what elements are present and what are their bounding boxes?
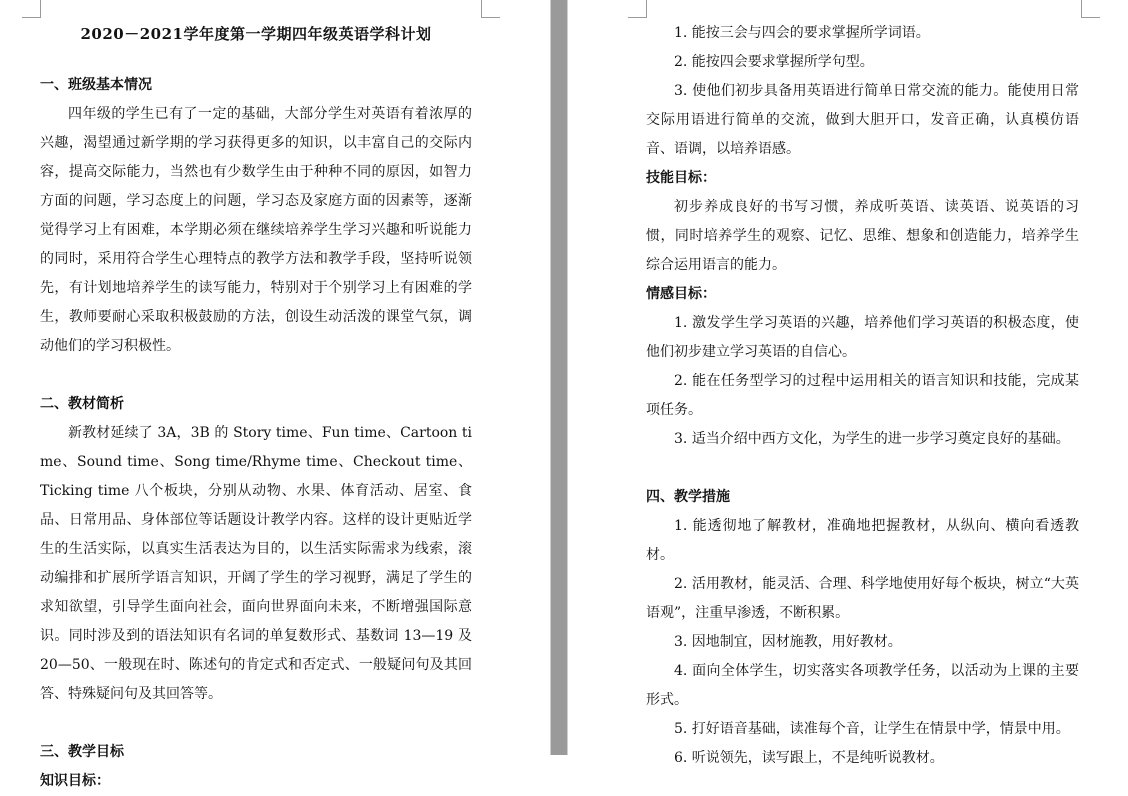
list-item: 2. 能在任务型学习的过程中运用相关的语言知识和技能，完成某项任务。 bbox=[646, 373, 1079, 418]
subheading: 技能目标： bbox=[646, 170, 716, 186]
section-heading: 三、教学目标 bbox=[40, 744, 124, 760]
section-heading: 四、教学措施 bbox=[646, 489, 730, 505]
document-title: 2020－2021学年度第一学期四年级英语学科计划 bbox=[80, 25, 432, 43]
document-page-right bbox=[568, 0, 1128, 766]
list-item: 4. 面向全体学生，切实落实各项教学任务，以活动为上课的主要形式。 bbox=[646, 663, 1079, 708]
list-item: 5. 打好语音基础，读准每个音，让学生在情景中学，情景中用。 bbox=[674, 721, 1070, 737]
list-item: 2. 能按四会要求掌握所学句型。 bbox=[674, 54, 874, 70]
list-item: 6. 听说领先，读写跟上，不是纯听说教材。 bbox=[674, 750, 944, 766]
list-item: 3. 使他们初步具备用英语进行简单日常交流的能力。能使用日常交际用语进行简单的交流，做到大胆开口，发音正确，认真模仿语音、语调，以培养语感。 bbox=[646, 83, 1079, 157]
paragraph: 四年级的学生已有了一定的基础，大部分学生对英语有着浓厚的兴趣，渴望通过新学期的学习获得更多的知识，以丰富自己的交际内容，提高交际能力，当然也有少数学生由于种种不同的原因，如智力方面的问题，学习态度上的问题，学习态及家庭方面的因素等，逐渐觉得学习上有困难，本学期必须在继续培养学生学习兴趣和听说能力的同时，采用符合学生心理特点的教学方法和教学手段，坚持听说领先，有计划地培养学生的读写能力，特别对于个别学习上有困难的学生，教师要耐心采取积极鼓励的方法，创设生动活泼的课堂气氛，调动他们的学习积极性。 bbox=[40, 106, 472, 354]
list-item: 3. 适当介绍中西方文化，为学生的进一步学习奠定良好的基础。 bbox=[674, 431, 1070, 447]
page-corner-mark bbox=[1081, 0, 1100, 18]
section-heading: 一、班级基本情况 bbox=[40, 77, 152, 93]
page-gutter bbox=[550, 0, 568, 755]
list-item: 3. 因地制宜，因材施教，用好教材。 bbox=[674, 634, 902, 650]
page-corner-mark bbox=[22, 0, 41, 18]
document-page-left bbox=[0, 0, 550, 789]
list-item: 2. 活用教材，能灵活、合理、科学地使用好每个板块，树立“大英语观”，注重早渗透，不断积累。 bbox=[646, 576, 1079, 621]
section-heading: 二、教材简析 bbox=[40, 396, 124, 412]
subheading: 知识目标： bbox=[40, 773, 110, 789]
page-corner-mark bbox=[481, 0, 500, 18]
list-item: 1. 激发学生学习英语的兴趣，培养他们学习英语的积极态度，使他们初步建立学习英语的自信心。 bbox=[646, 315, 1079, 360]
subheading: 情感目标： bbox=[646, 286, 716, 302]
list-item: 1. 能透彻地了解教材，准确地把握教材，从纵向、横向看透教材。 bbox=[646, 518, 1079, 563]
list-item: 1. 能按三会与四会的要求掌握所学词语。 bbox=[674, 25, 930, 41]
paragraph: 新教材延续了 3A，3B 的 Story time、Fun time、Cartoon time、Sound time、Song time/Rhyme time、Checkout time、Ticking time 八个板块，分别从动物、水果、体育活动、居室、食品、日常用品、身体部位等话题设计教学内容。这样的设计更贴近学生的生活实际，以真实生活表达为目的，以生活实际需求为线索，滚动编排和扩展所学语言知识，开阔了学生的学习视野，满足了学生的求知欲望，引导学生面向社会，面向世界面向未来，不断增强国际意识。同时涉及到的语法知识有名词的单复数形式、基数词 13—19 及 20—50、一般现在时、陈述句的肯定式和否定式、一般疑问句及其回答、特殊疑问句及其回答等。 bbox=[40, 425, 472, 702]
page-corner-mark bbox=[628, 0, 647, 18]
paragraph: 初步养成良好的书写习惯，养成听英语、读英语、说英语的习惯，同时培养学生的观察、记忆、思维、想象和创造能力，培养学生综合运用语言的能力。 bbox=[646, 199, 1079, 273]
